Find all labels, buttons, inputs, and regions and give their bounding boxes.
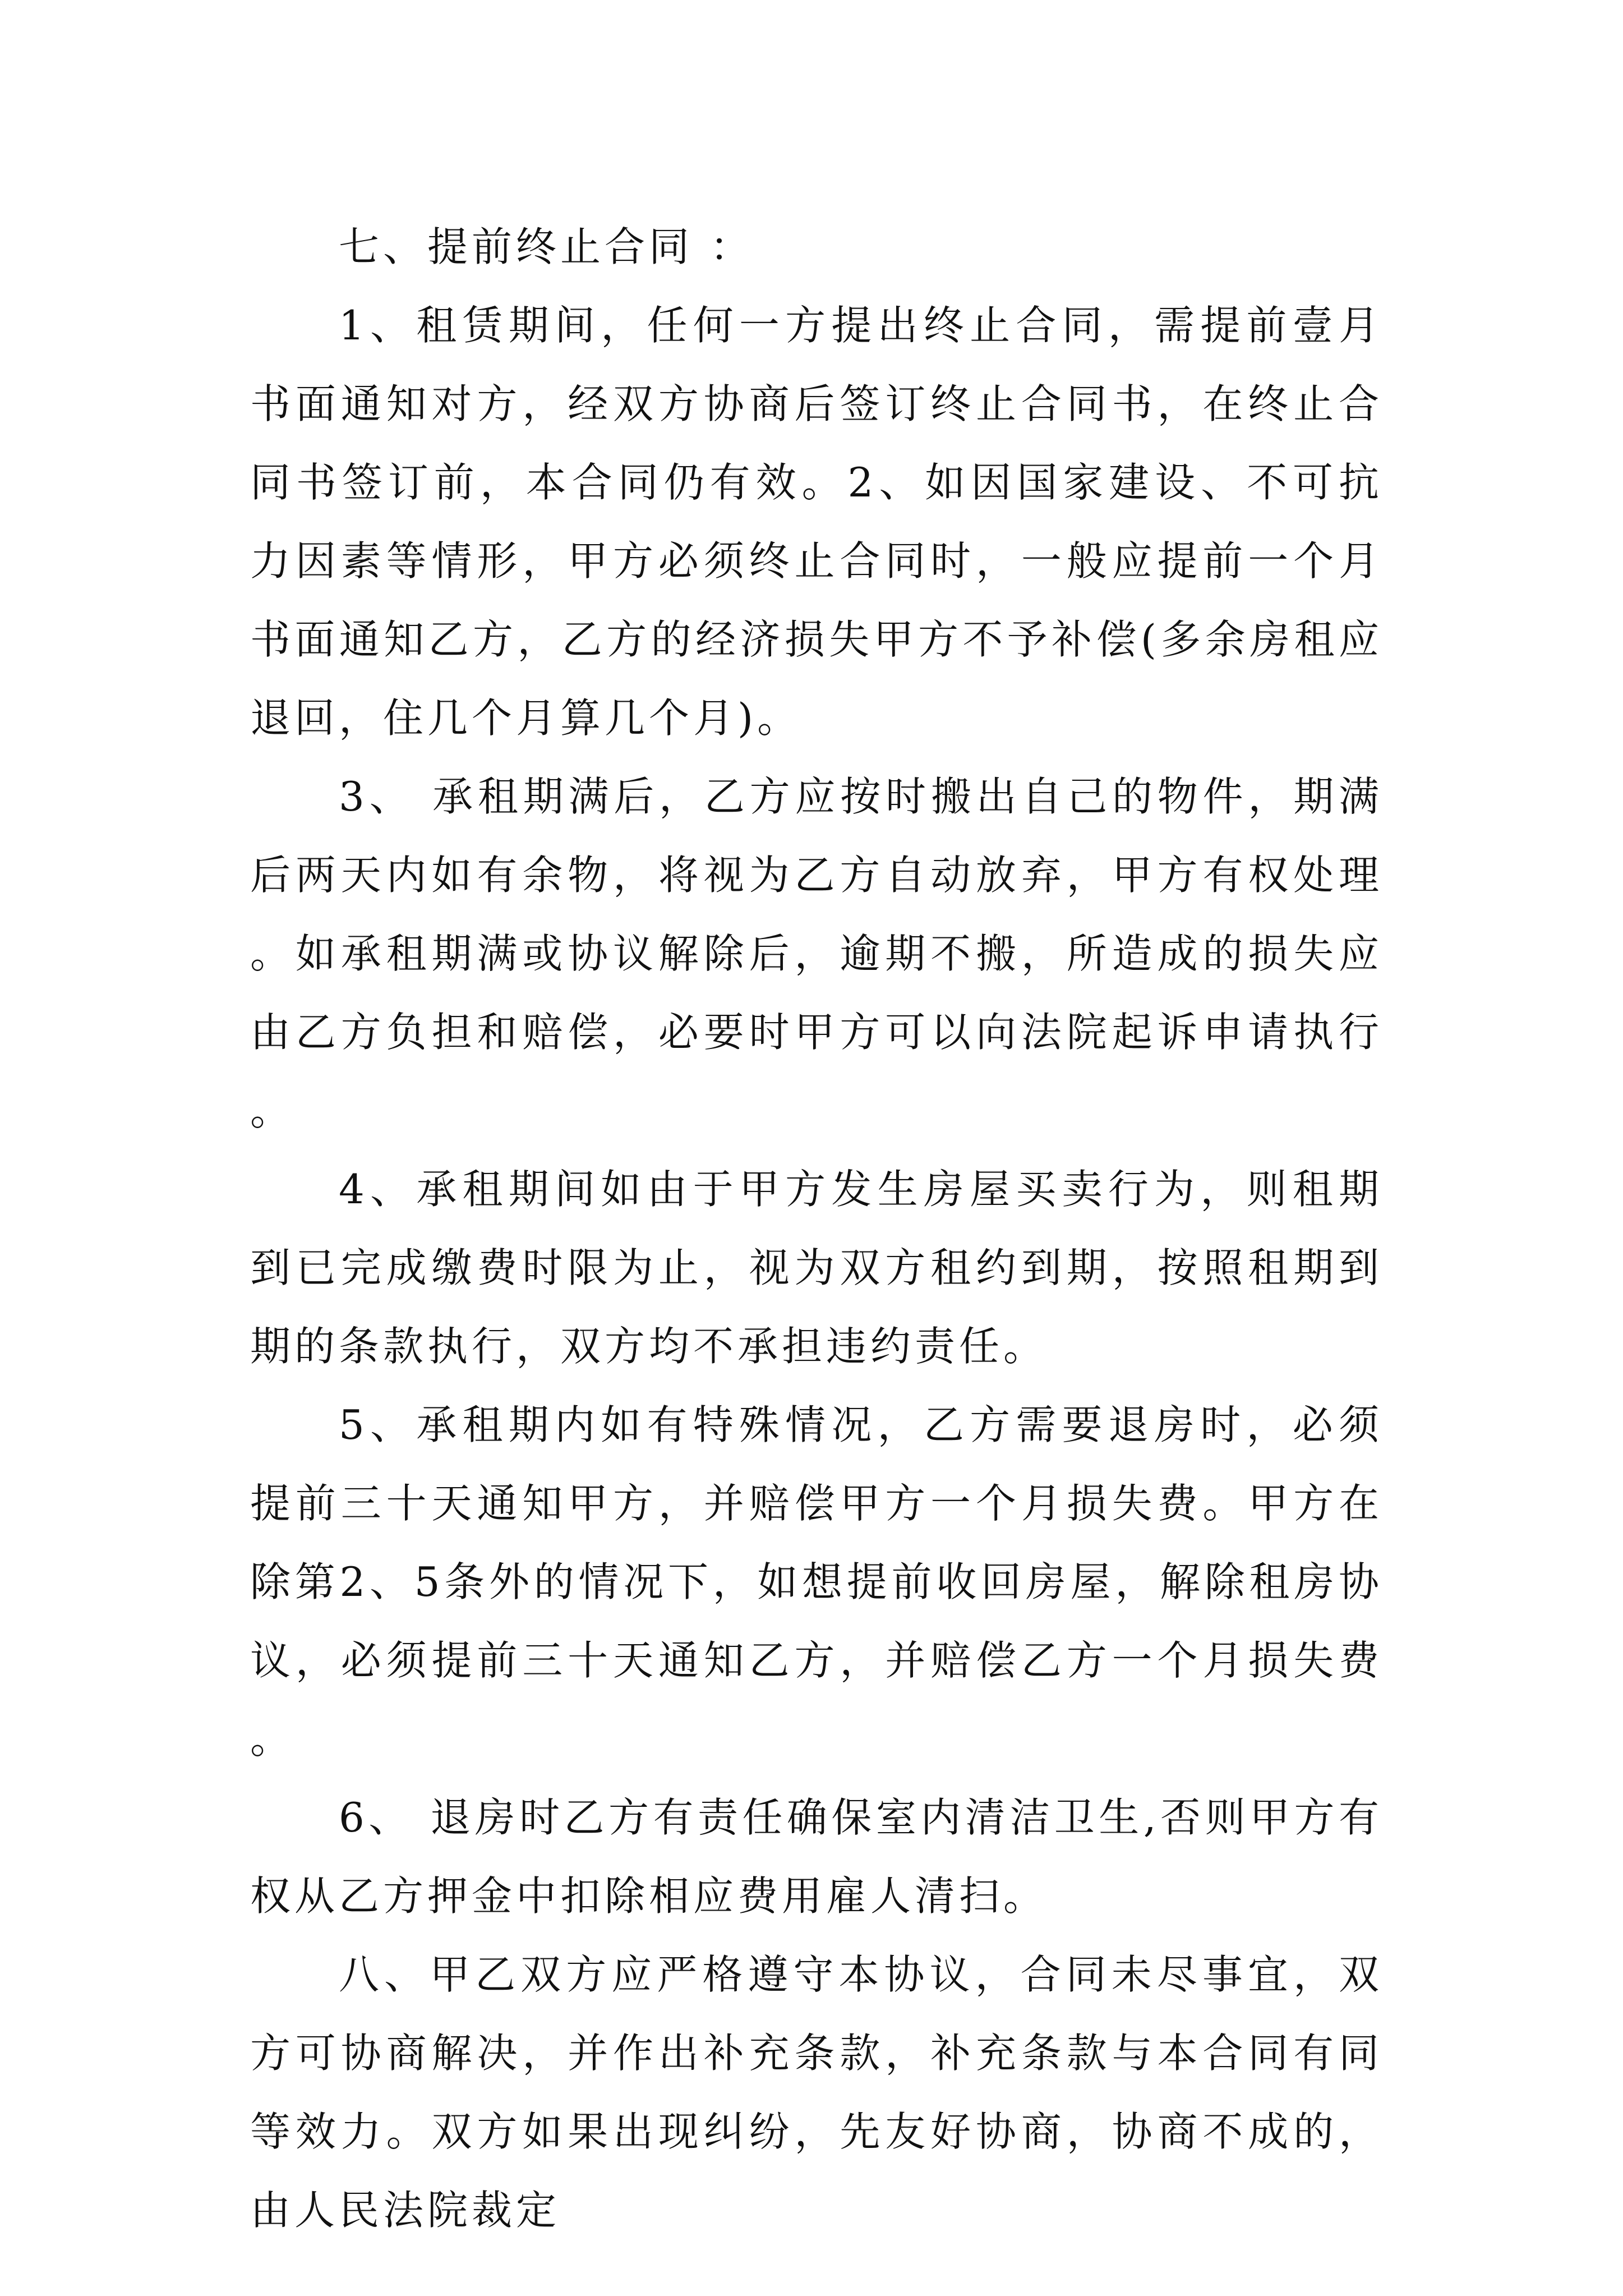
clause-7-item-5: 5、承租期内如有特殊情况，乙方需要退房时，必须提前三十天通知甲方，并赔偿甲方一个月损失费。甲方在除第2、5条外的情况下，如想提前收回房屋，解除租房协议，必须提前三十天通知乙方，并赔偿乙方一个月损失费。 [250,1401,1383,1763]
clause-7-item-3: 3、 承租期满后，乙方应按时搬出自己的物件，期满后两天内如有余物，将视为乙方自动放弃，甲方有权处理。如承租期满或协议解除后，逾期不搬，所造成的损失应由乙方负担和赔偿，必要时甲方可以向法院起诉申请执行。 [250,773,1383,1134]
clause-7-item-4: 4、承租期间如由于甲方发生房屋买卖行为，则租期到已完成缴费时限为止，视为双方租约到期，按照租期到期的条款执行，双方均不承担违约责任。 [250,1166,1383,1370]
clause-7-item-6: 6、 退房时乙方有责任确保室内清洁卫生,否则甲方有权从乙方押金中扣除相应费用雇人清扫。 [250,1794,1383,1920]
clause-7-item-1-2: 1、租赁期间，任何一方提出终止合同，需提前壹月书面通知对方，经双方协商后签订终止合同书，在终止合同书签订前，本合同仍有效。2、如因国家建设、不可抗力因素等情形，甲方必须终止合同时，一般应提前一个月书面通知乙方，乙方的经济损失甲方不予补偿(多余房租应退回，住几个月算几个月)。 [250,302,1383,742]
clause-8: 八、甲乙双方应严格遵守本协议，合同未尽事宜，双方可协商解决，并作出补充条款，补充条款与本合同有同等效力。双方如果出现纠纷，先友好协商，协商不成的，由人民法院裁定 [250,1951,1383,2234]
document-body [250,208,1383,2249]
clause-7-heading: 七、提前终止合同 ： [339,223,754,270]
